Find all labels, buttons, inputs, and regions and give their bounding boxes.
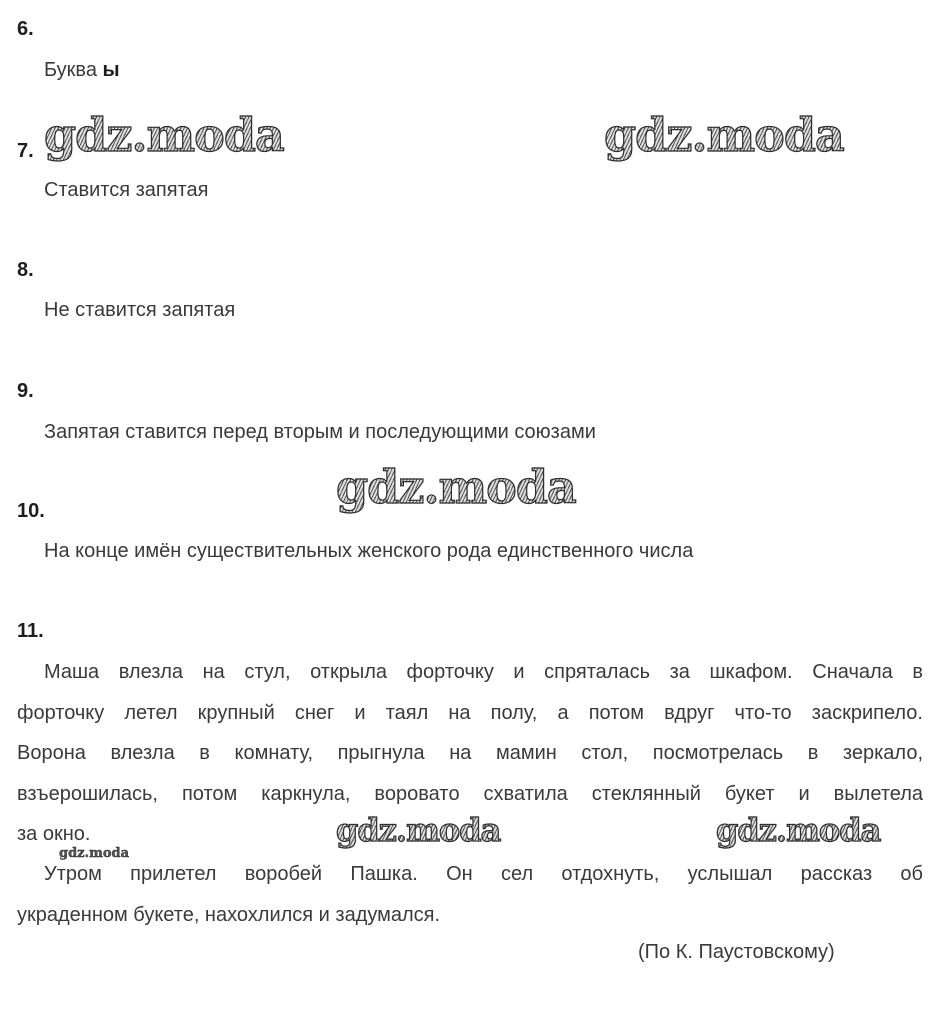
text-11-paragraph-1 xyxy=(17,652,923,855)
watermark-logo: gdz.moda xyxy=(336,811,501,849)
answer-7: Ставится запятая xyxy=(44,179,209,201)
text-line: Утром прилетел воробей Пашка. Он сел отдохнуть, услышал рассказ об xyxy=(44,863,923,885)
text-line: украденном букете, нахохлился и задумался. xyxy=(17,903,441,926)
watermark-small: gdz.moda xyxy=(59,846,130,861)
watermark-logo: gdz.moda xyxy=(336,460,576,514)
watermark-logo: gdz.moda xyxy=(44,108,284,162)
text-line: форточку летел крупный снег и таял на полу, а потом вдруг что-то заскрипело. xyxy=(17,701,923,724)
watermark-logo: gdz.moda xyxy=(604,108,844,162)
text-line: Ворона влезла в комнату, прыгнула на мамин стол, посмотрелась в зеркало, xyxy=(17,742,923,764)
text-line: за окно. xyxy=(17,823,91,845)
watermark-logo: gdz.moda xyxy=(716,811,881,849)
item-number-9: 9. xyxy=(17,380,34,402)
item-number-7: 7. xyxy=(17,140,34,162)
answer-10: На конце имён существительных женского рода единственного числа xyxy=(44,540,694,562)
item-number-8: 8. xyxy=(17,259,34,281)
answer-8: Не ставится запятая xyxy=(44,299,236,321)
item-number-11: 11. xyxy=(17,620,44,642)
item-number-6: 6. xyxy=(17,18,34,40)
answer-6-letter: ы xyxy=(102,59,120,81)
answer-6 xyxy=(44,59,120,82)
text-line: взъерошилась, потом каркнула, вороватo схватила стеклянный букет и вылетела xyxy=(17,782,923,805)
item-number-10: 10. xyxy=(17,500,45,522)
source-credit: (По К. Паустовскому) xyxy=(638,941,835,963)
answer-6-prefix: Буква xyxy=(44,59,103,81)
answer-9: Запятая ставится перед вторым и последующими союзами xyxy=(44,421,596,443)
text-line: Маша влезла на стул, открыла форточку и спряталась за шкафом. Сначала в xyxy=(44,661,923,683)
text-11-paragraph-2 xyxy=(17,854,923,935)
